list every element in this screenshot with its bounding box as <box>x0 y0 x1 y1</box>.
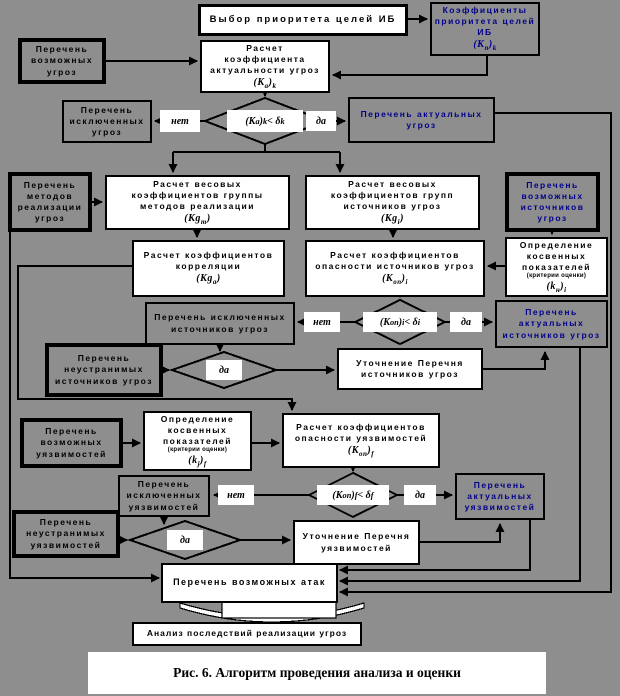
node-attacks: Перечень возможных атак <box>161 563 338 603</box>
node-analysis: Анализ последствий реализации угроз <box>132 622 362 646</box>
node-calc-correlation: Расчет коэффициентов корреляции $(Кg_а)$ <box>132 240 285 297</box>
label-no-sources: нет <box>304 312 340 332</box>
decision-sources-label: (К оп ) i < δ i <box>363 312 437 332</box>
label-no-vuln: нет <box>218 485 254 505</box>
decision-threats-label: (К а ) k < δ k <box>227 110 303 132</box>
label-no-threats: нет <box>160 110 200 132</box>
node-possible-threats: Перечень возможных угроз <box>18 38 106 84</box>
node-fatal-vuln: Перечень неустранимых уязвимостей <box>12 510 120 558</box>
node-possible-vuln: Перечень возможных уязвимостей <box>20 418 123 468</box>
node-calc-danger-vuln: Расчет коэффициентов опасности уязвимостей $(К_{оп})_f$ <box>282 413 440 468</box>
node-indirect-sources: Определение косвенных показателей (критерии оценки) $(k_н)_i$ <box>505 237 608 297</box>
label-yes-sources: да <box>450 312 482 332</box>
node-excluded-threats: Перечень исключенных угроз <box>62 100 152 143</box>
node-calc-actuality: Расчет коэффициента актуальности угроз $(К_а)_k$ <box>200 40 330 93</box>
node-excluded-vuln: Перечень исключенных уязвимостей <box>118 475 210 517</box>
label-yes-fatal-sources: да <box>206 360 242 380</box>
node-calc-weights-sources: Расчет весовых коэффициентов групп источников угроз $(Кg_i)$ <box>305 175 480 230</box>
label-yes-vuln: да <box>404 485 436 505</box>
decision-vuln-label: (К оп ) f < δ f <box>317 485 389 505</box>
node-actual-threats: Перечень актуальных угроз <box>348 97 495 143</box>
label-yes-threats: да <box>306 111 336 131</box>
node-select-priority: Выбор приоритета целей ИБ <box>198 4 408 36</box>
node-calc-weights-methods: Расчет весовых коэффициентов группы методов реализации $(Кg_m)$ <box>105 175 290 230</box>
node-possible-sources: Перечень возможных источников угроз <box>505 172 600 232</box>
figure-caption: Рис. 6. Алгоритм проведения анализа и оценки <box>88 652 546 694</box>
node-excluded-sources: Перечень исключенных источников угроз <box>145 302 295 345</box>
node-calc-danger-sources: Расчет коэффициентов опасности источников угроз $(К_{оп})_i$ <box>305 240 485 297</box>
node-refine-vuln: Уточнение Перечня уязвимостей <box>293 520 420 565</box>
connector-refine-vuln-to-actual <box>420 524 500 542</box>
node-fatal-sources: Перечень неустранимых источников угроз <box>45 343 163 397</box>
node-actual-vuln: Перечень актуальных уязвимостей <box>455 473 545 520</box>
node-methods: Перечень методов реализации угроз <box>8 172 92 232</box>
node-coeff-priority: Коэффициенты приоритета целей ИБ $(К_п)_k$ <box>430 2 540 56</box>
connector-refine-sources-to-actual <box>483 352 545 369</box>
connector-coeff-to-calc <box>333 56 487 75</box>
connector-split-stem <box>173 144 340 152</box>
node-indirect-vuln: Определение косвенных показателей (критерии оценки) $(k_j)_f$ <box>143 411 252 471</box>
node-refine-sources: Уточнение Перечня источников угроз <box>337 348 483 390</box>
node-actual-sources: Перечень актуальных источников угроз <box>495 300 608 348</box>
label-yes-fatal-vuln: да <box>167 530 203 550</box>
